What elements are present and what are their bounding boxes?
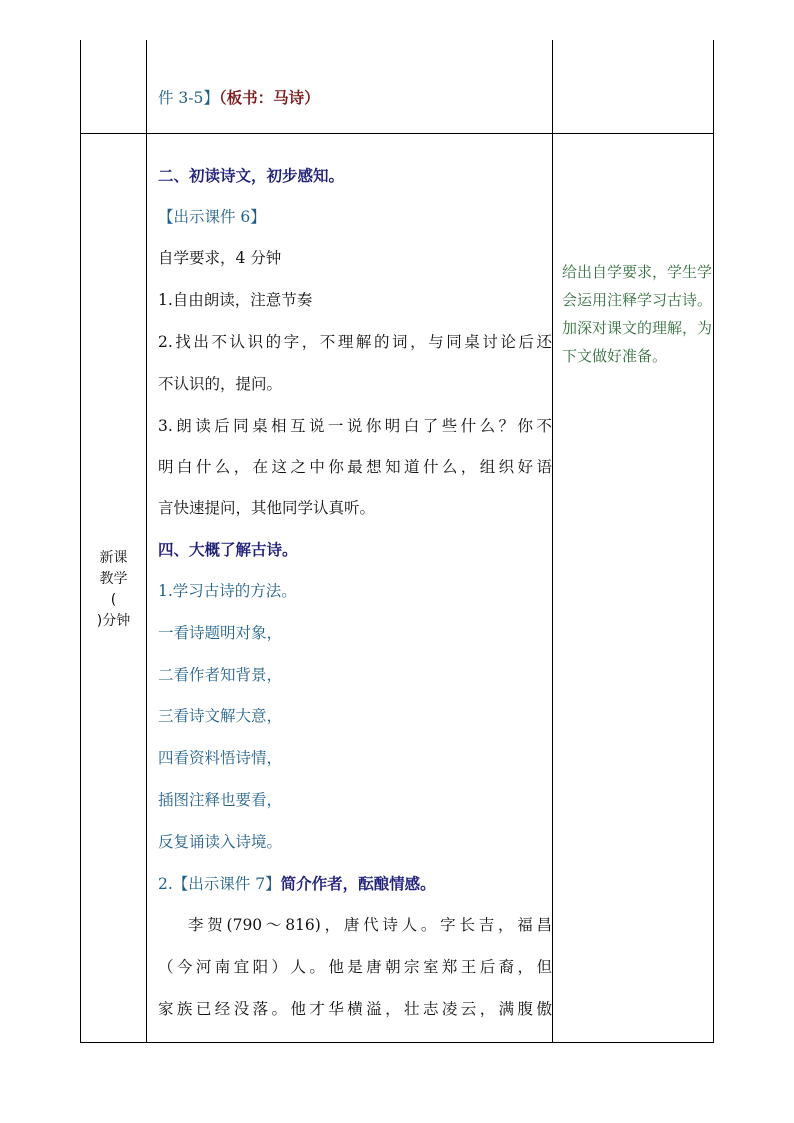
- requirement-3: 3.朗读后同桌相互说一说你明白了些什么？你不: [158, 417, 552, 435]
- section-heading: 二、初读诗文，初步感知。: [158, 166, 345, 185]
- table-divider-category: [146, 40, 147, 1043]
- method-line: 三看诗文解大意，: [158, 707, 283, 725]
- blackboard-note: （板书：马诗）: [218, 88, 320, 107]
- requirement-1: 1.自由朗读，注意节奏: [158, 291, 313, 309]
- category-line: )分钟: [96, 613, 131, 629]
- category-line: 新课: [99, 550, 128, 566]
- bio-line: 家族已经没落。他才华横溢，壮志凌云，满腹傲: [158, 1000, 552, 1018]
- top-row-text: [158, 88, 320, 108]
- table-divider-notes: [552, 40, 553, 1043]
- method-line: 二看作者知背景，: [158, 666, 283, 684]
- courseware-label: 【出示课件 7】: [172, 875, 281, 893]
- requirement-2-cont: 不认识的，提问。: [158, 375, 283, 393]
- requirement-3-cont: 明白什么，在这之中你最想知道什么，组织好语: [158, 458, 552, 476]
- author-intro-line: [158, 874, 436, 894]
- requirement-2: 2.找出不认识的字，不理解的词，与同桌讨论后还: [158, 333, 552, 351]
- table-border-left: [80, 40, 81, 1043]
- category-line: 教学: [99, 571, 128, 587]
- method-title: 1.学习古诗的方法。: [158, 582, 297, 600]
- table-border-bottom: [80, 1042, 714, 1043]
- bio-line: （今河南宜阳）人。他是唐朝宗室郑王后裔，但: [158, 958, 552, 976]
- table-row-divider: [80, 133, 714, 134]
- table-border-right: [713, 40, 714, 1043]
- section-heading: 四、大概了解古诗。: [158, 540, 298, 559]
- method-line: 一看诗题明对象，: [158, 624, 283, 642]
- author-intro-heading: 简介作者，酝酿情感。: [280, 874, 436, 893]
- self-study-title: 自学要求，4 分钟: [158, 249, 282, 267]
- bio-line: 李贺(790～816)，唐代诗人。字长吉，福昌: [188, 916, 552, 934]
- method-line: 四看资料悟诗情，: [158, 749, 283, 767]
- category-line: (: [110, 592, 117, 608]
- courseware-label: 【出示课件 6】: [158, 208, 266, 226]
- requirement-3-end: 言快速提问，其他同学认真听。: [158, 499, 376, 517]
- method-line: 插图注释也要看，: [158, 791, 283, 809]
- teaching-note: 给出自学要求，学生学会运用注释学习古诗。 加深对课文的理解，为下文做好准备。: [562, 263, 713, 365]
- category-label: [81, 548, 146, 632]
- item-number: 2.: [158, 875, 173, 893]
- courseware-ref: 件 3-5】: [158, 89, 219, 107]
- method-line: 反复诵读入诗境。: [158, 833, 283, 851]
